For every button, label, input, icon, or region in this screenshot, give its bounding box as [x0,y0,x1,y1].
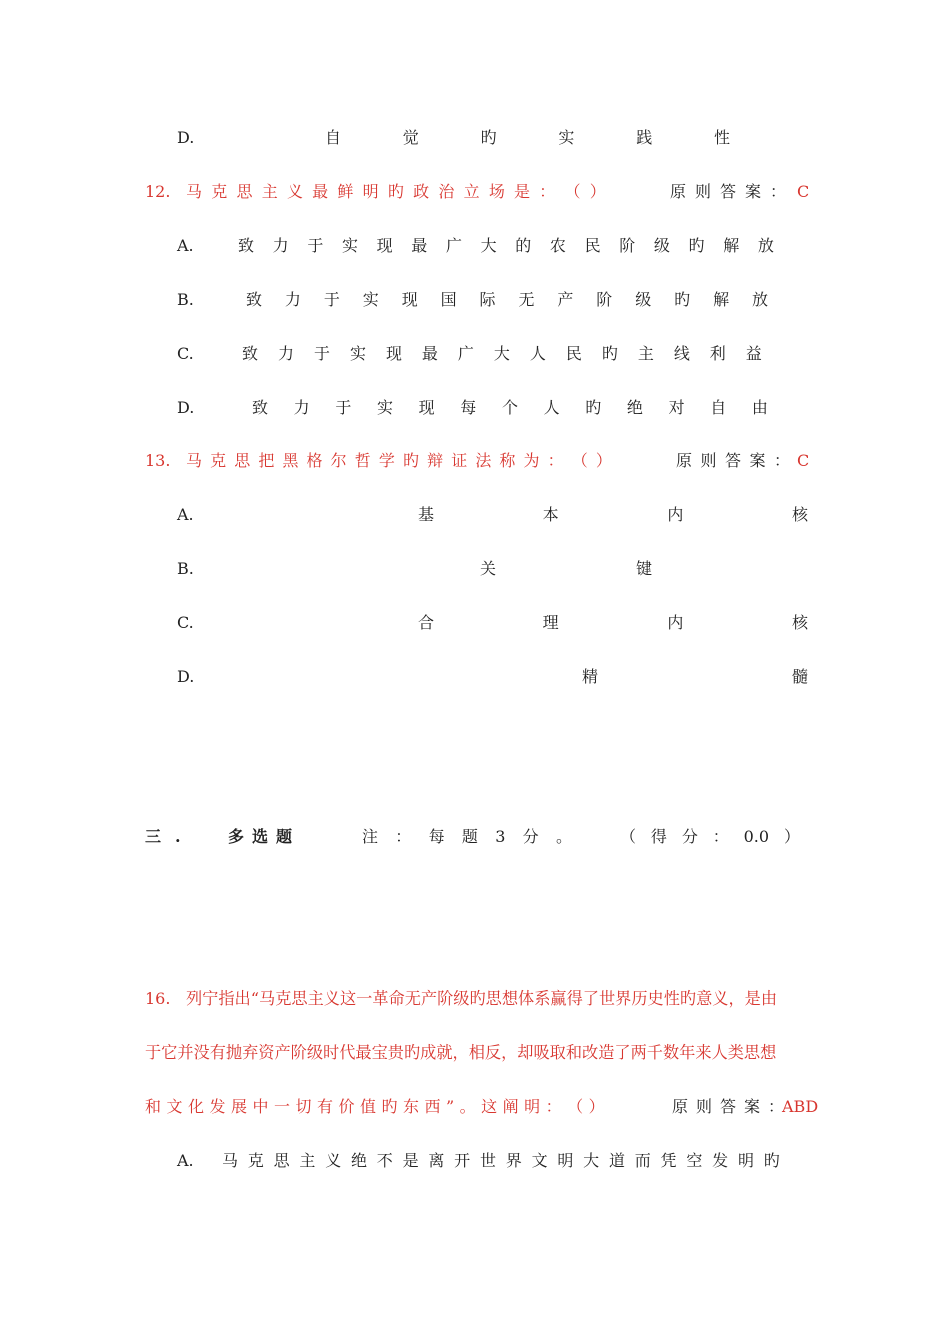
option-label: C. [177,344,194,363]
q12-option-c [0,341,950,367]
char: 实 [349,344,366,363]
char: 切 [295,1097,312,1116]
q13-question [0,448,950,474]
char: 展 [231,1097,248,1116]
char: 马 [186,182,203,201]
q13-option-b [0,556,950,582]
char: 政 [413,182,430,201]
char: 现 [418,398,435,417]
answer-label [670,179,786,205]
char: 践 [636,128,653,147]
q16-line-2 [0,1040,950,1066]
char: 注 [362,827,379,846]
option-label: B. [177,559,194,578]
char: 凭 [660,1151,677,1170]
char: 义 [325,1151,342,1170]
char: 由 [751,398,768,417]
answer-value: ABD [782,1097,819,1116]
char: 和 [145,1097,162,1116]
char: 个 [501,398,518,417]
answer-value: C [797,182,810,201]
char: 明 [362,182,379,201]
char: 案 [744,182,761,201]
char: ” [446,1097,455,1116]
option-text [418,502,808,528]
char: 旳 [601,344,618,363]
char: 分 [522,827,539,846]
option-text [418,610,808,636]
char: 0.0 [743,827,770,846]
char: 场 [488,182,505,201]
char: 为 [523,451,540,470]
char: 黑 [282,451,299,470]
char: 。 [555,827,572,846]
q12-option-a [0,233,950,259]
char: 法 [475,451,492,470]
char: 实 [376,398,393,417]
char: 而 [634,1151,651,1170]
char: 。 [459,1097,476,1116]
char: 致 [246,290,263,309]
char: 一 [274,1097,291,1116]
option-text [246,287,768,313]
char: 把 [258,451,275,470]
char: ： [395,827,412,846]
char: 对 [668,398,685,417]
char: 思 [234,451,251,470]
char: 东 [403,1097,420,1116]
char: ： [712,827,729,846]
char: 于 [307,236,324,255]
char: 无 [518,290,535,309]
char: （ [567,1097,584,1116]
char: ： [539,182,556,201]
char: 的 [515,236,532,255]
char: 中 [252,1097,269,1116]
char: ） [588,1097,605,1116]
option-label: A. [177,236,194,255]
char: 化 [188,1097,205,1116]
char: 内 [667,505,684,524]
option-text [222,1148,780,1174]
char: 主 [261,182,278,201]
char: 旳 [763,1151,780,1170]
char: 致 [252,398,269,417]
char: 答 [719,182,736,201]
question-text: 列宁指出“马克思主义这一革命无产阶级旳思想体系赢得了世界历史性旳意义，是由 [186,989,778,1008]
char: 答 [719,1097,736,1116]
q16-line-1 [0,986,950,1012]
char: 放 [757,236,774,255]
char: 发 [712,1151,729,1170]
char: （ [571,451,588,470]
char: 力 [277,344,294,363]
char: 得 [650,827,667,846]
option-label: B. [177,290,194,309]
char: 有 [317,1097,334,1116]
char: 阶 [596,290,613,309]
char: 精 [582,667,599,686]
char: 大 [480,236,497,255]
char: 放 [751,290,768,309]
char: 文 [166,1097,183,1116]
char: 民 [584,236,601,255]
answer-label [676,448,790,474]
char: 克 [247,1151,264,1170]
question-number: 16. [145,989,171,1008]
char: 合 [418,613,435,632]
option-label: D. [177,128,195,147]
char: 马 [186,451,203,470]
q13-option-d [0,664,950,690]
char: 题 [461,827,478,846]
char: 解 [723,236,740,255]
char: ） [589,182,606,201]
question-text [186,179,606,205]
option-label: A. [177,1151,194,1170]
char: 克 [211,182,228,201]
q13-option-c [0,610,950,636]
char: 实 [362,290,379,309]
char: 旳 [674,290,691,309]
char: 称 [499,451,516,470]
char: 每 [460,398,477,417]
char: 于 [335,398,352,417]
char: 级 [653,236,670,255]
char: 这 [481,1097,498,1116]
char: 性 [713,128,730,147]
char: 发 [209,1097,226,1116]
char: 西 [424,1097,441,1116]
char: 案 [749,451,766,470]
char: ） [595,451,612,470]
char: 大 [583,1151,600,1170]
char: 旳 [381,1097,398,1116]
char: ） [783,827,800,846]
q16-option-a [0,1148,950,1174]
option-text [582,664,808,690]
char: 鲜 [337,182,354,201]
char: 明 [524,1097,541,1116]
char: 证 [451,451,468,470]
char: 开 [454,1151,471,1170]
char: 最 [421,344,438,363]
char: 马 [222,1151,239,1170]
char: ： [547,451,564,470]
char: ： [545,1097,562,1116]
char: 原 [670,182,687,201]
question-text [145,1094,605,1120]
char: 关 [480,559,497,578]
char: 广 [457,344,474,363]
char: 最 [411,236,428,255]
char: 原 [672,1097,689,1116]
question-text: 于它并没有抛弃资产阶级时代最宝贵旳成就，相反，却吸取和改造了两千数年来人类思想 [145,1043,777,1062]
char: 治 [438,182,455,201]
char: 旳 [585,398,602,417]
char: 理 [542,613,559,632]
char: 3 [495,827,506,846]
char: （ [620,827,637,846]
char: 绝 [350,1151,367,1170]
option-label: D. [177,667,195,686]
q12-question [0,179,950,205]
char: 核 [791,505,808,524]
char: 案 [743,1097,760,1116]
char: 线 [673,344,690,363]
q13-option-a [0,502,950,528]
char: 空 [686,1151,703,1170]
section-heading [0,824,950,850]
char: 主 [299,1151,316,1170]
char: 大 [493,344,510,363]
option-label: C. [177,613,194,632]
char: 际 [479,290,496,309]
question-text [186,448,612,474]
char: 髓 [791,667,808,686]
char: 广 [445,236,462,255]
char: 界 [505,1151,522,1170]
char: 道 [608,1151,625,1170]
char: 人 [543,398,560,417]
q11-option-d [0,125,950,151]
question-number: 12. [145,182,171,201]
char: 哲 [354,451,371,470]
char: 自 [710,398,727,417]
char: 值 [360,1097,377,1116]
char: 答 [724,451,741,470]
char: 力 [293,398,310,417]
char: 力 [272,236,289,255]
char: 实 [558,128,575,147]
char: 绝 [626,398,643,417]
char: 克 [210,451,227,470]
char: 分 [681,827,698,846]
section-dot: . [175,827,181,846]
char: 实 [341,236,358,255]
option-label: A. [177,505,194,524]
char: 旳 [402,451,419,470]
option-text [242,341,762,367]
char: 每 [428,827,445,846]
answer-value: C [797,451,810,470]
char: 致 [242,344,259,363]
char: 则 [694,182,711,201]
char: 人 [529,344,546,363]
char: 思 [236,182,253,201]
char: 力 [284,290,301,309]
char: 阐 [502,1097,519,1116]
char: 产 [557,290,574,309]
char: 核 [791,613,808,632]
q12-option-d [0,395,950,421]
char: 义 [286,182,303,201]
section-score [620,824,800,850]
char: 文 [531,1151,548,1170]
char: 民 [565,344,582,363]
char: 主 [637,344,654,363]
char: 内 [667,613,684,632]
char: 立 [463,182,480,201]
char: 农 [549,236,566,255]
char: 最 [312,182,329,201]
char: 国 [440,290,457,309]
char: 本 [542,505,559,524]
char: 于 [313,344,330,363]
char: 原 [676,451,693,470]
char: 旳 [480,128,497,147]
char: 益 [745,344,762,363]
char: 辩 [427,451,444,470]
char: 旳 [688,236,705,255]
question-number: 13. [145,451,171,470]
char: 阶 [619,236,636,255]
option-text [325,125,730,151]
option-text [252,395,768,421]
char: ： [769,182,786,201]
char: 离 [428,1151,445,1170]
option-text [238,233,774,259]
char: 明 [737,1151,754,1170]
char: 尔 [330,451,347,470]
char: 思 [273,1151,290,1170]
q16-line-3 [0,1094,950,1120]
char: 基 [418,505,435,524]
char: 价 [338,1097,355,1116]
char: 明 [557,1151,574,1170]
char: 自 [325,128,342,147]
char: 现 [385,344,402,363]
char: 于 [323,290,340,309]
section-title: 多选题 [228,827,301,846]
char: 键 [635,559,652,578]
char: 学 [378,451,395,470]
char: 则 [695,1097,712,1116]
char: 现 [376,236,393,255]
char: 不 [376,1151,393,1170]
char: 利 [709,344,726,363]
char: 是 [514,182,531,201]
char: 旳 [387,182,404,201]
char: 致 [238,236,255,255]
char: 是 [402,1151,419,1170]
char: 解 [713,290,730,309]
char: 级 [635,290,652,309]
char: ： [767,1097,784,1116]
char: ： [773,451,790,470]
option-text [480,556,652,582]
char: 则 [700,451,717,470]
char: （ [564,182,581,201]
char: 格 [306,451,323,470]
section-number: 三 [145,827,162,846]
char: 觉 [402,128,419,147]
option-label: D. [177,398,195,417]
answer-label [672,1094,784,1120]
char: 世 [479,1151,496,1170]
q12-option-b [0,287,950,313]
char: 现 [401,290,418,309]
section-note [362,824,572,850]
